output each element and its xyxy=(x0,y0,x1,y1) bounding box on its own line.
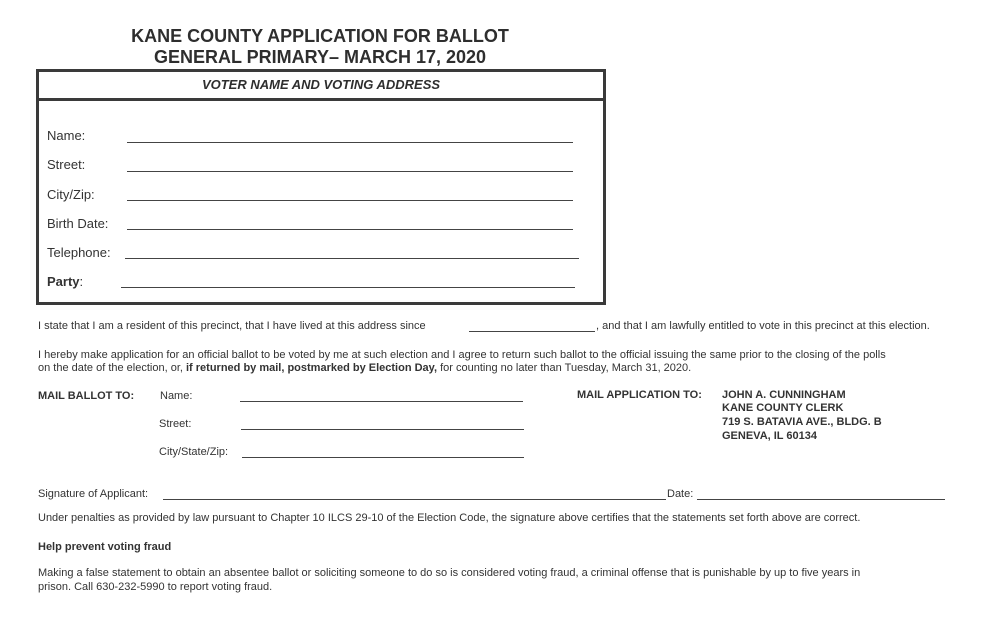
birth-date-field[interactable] xyxy=(127,229,573,230)
signature-label: Signature of Applicant: xyxy=(38,488,149,500)
party-field[interactable] xyxy=(121,287,575,288)
city-zip-field[interactable] xyxy=(127,200,573,201)
application-statement-line-1: I hereby make application for an official ballot to be voted by me at such election and I agree to return such ballot to the official issuing the same prior to the closing of the polls xyxy=(38,349,886,361)
name-label: Name: xyxy=(47,128,86,143)
mail-name-label: Name: xyxy=(160,390,193,402)
party-label-colon: : xyxy=(79,274,84,289)
name-field[interactable] xyxy=(127,142,573,143)
street-label: Street: xyxy=(47,157,86,172)
signature-field[interactable] xyxy=(163,499,666,500)
application-line-2-prefix: on the date of the election, or, xyxy=(38,362,186,374)
fraud-heading: Help prevent voting fraud xyxy=(38,541,172,553)
application-line-2-suffix: for counting no later than Tuesday, March 31, 2020. xyxy=(437,362,692,374)
birth-date-label: Birth Date: xyxy=(47,216,109,231)
party-label xyxy=(47,274,83,289)
fraud-text-line-1: Making a false statement to obtain an absentee ballot or soliciting someone to do so is considered voting fraud, a criminal offense that is punishable by up to five years in xyxy=(38,567,861,579)
voter-box-heading: VOTER NAME AND VOTING ADDRESS xyxy=(39,72,603,101)
residency-statement-prefix: I state that I am a resident of this precinct, that I have lived at this address since xyxy=(38,320,426,332)
voter-info-box xyxy=(36,69,606,305)
telephone-label: Telephone: xyxy=(47,245,111,260)
form-title-line-1: KANE COUNTY APPLICATION FOR BALLOT xyxy=(131,26,509,46)
application-line-2-bold: if returned by mail, postmarked by Election Day, xyxy=(186,362,438,374)
application-statement-line-2 xyxy=(38,361,691,375)
fraud-text-line-2: prison. Call 630-232-5990 to report voting fraud. xyxy=(38,581,273,593)
mail-ballot-heading: MAIL BALLOT TO: xyxy=(38,390,135,402)
clerk-title: KANE COUNTY CLERK xyxy=(722,402,844,414)
telephone-field[interactable] xyxy=(125,258,579,259)
mail-street-field[interactable] xyxy=(241,429,524,430)
city-zip-label: City/Zip: xyxy=(47,187,95,202)
mail-city-state-zip-field[interactable] xyxy=(242,457,524,458)
residency-statement-suffix: , and that I am lawfully entitled to vote in this precinct at this election. xyxy=(596,320,930,332)
clerk-name: JOHN A. CUNNINGHAM xyxy=(722,389,846,401)
form-title-line-2: GENERAL PRIMARY– MARCH 17, 2020 xyxy=(153,47,487,67)
street-field[interactable] xyxy=(127,171,573,172)
clerk-city-state-zip: GENEVA, IL 60134 xyxy=(722,430,817,442)
mail-application-heading: MAIL APPLICATION TO: xyxy=(577,389,702,401)
date-label: Date: xyxy=(667,488,694,500)
clerk-street-address: 719 S. BATAVIA AVE., BLDG. B xyxy=(722,416,882,428)
mail-city-state-zip-label: City/State/Zip: xyxy=(159,446,229,458)
residency-since-field[interactable] xyxy=(469,331,595,332)
mail-name-field[interactable] xyxy=(240,401,523,402)
date-field[interactable] xyxy=(697,499,945,500)
certification-text: Under penalties as provided by law pursuant to Chapter 10 ILCS 29-10 of the Election Code, the signature above certifies that the statements set forth above are correct. xyxy=(38,512,861,524)
party-label-text: Party xyxy=(47,274,80,289)
mail-street-label: Street: xyxy=(159,418,192,430)
